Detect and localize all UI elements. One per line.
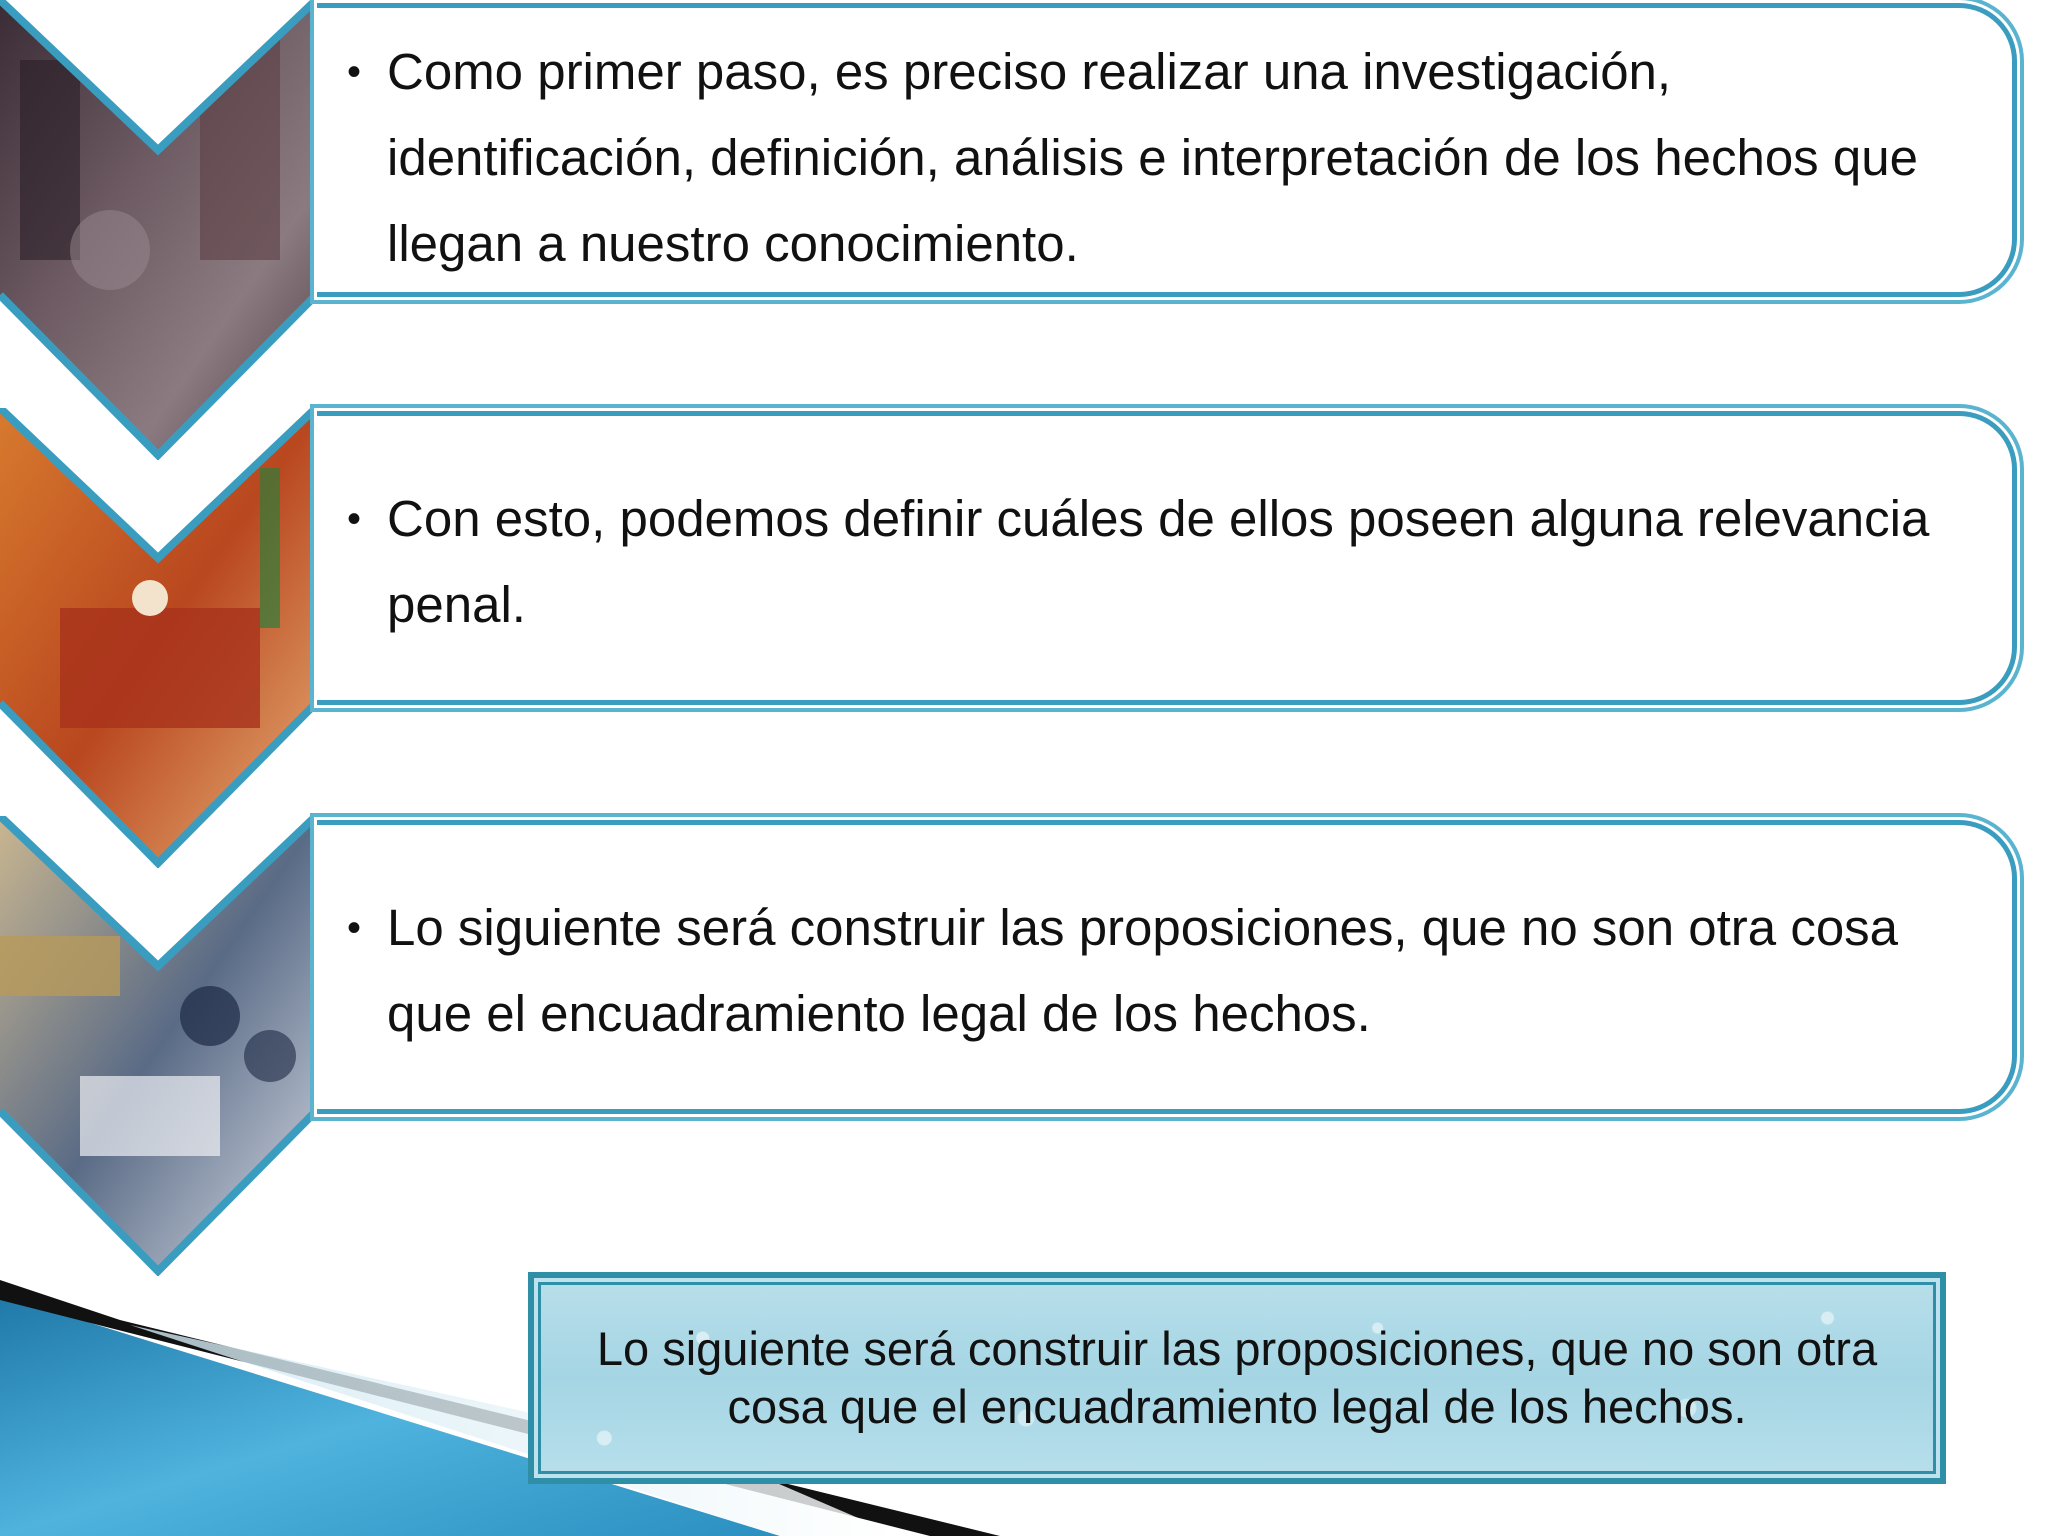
step-text-2: Con esto, podemos definir cuáles de ellos poseen alguna relevancia penal.: [387, 490, 1930, 633]
chevron-photo-3: [0, 816, 320, 1276]
bullet-icon: •: [347, 497, 362, 541]
chevron-photo-1: [0, 0, 320, 460]
step-text-1: Como primer paso, es preciso realizar una investigación, identificación, definición, análisis e interpretación de los hechos que llegan a nuestro conocimiento.: [387, 43, 1918, 272]
bullet-icon: •: [347, 906, 362, 950]
step-list-1: [317, 29, 2012, 287]
step-box-3: [317, 820, 2017, 1114]
step-text-3: Lo siguiente será construir las proposiciones, que no son otra cosa que el encuadramiento legal de los hechos.: [387, 899, 1899, 1042]
summary-note-text: Lo siguiente será construir las proposiciones, que no son otra cosa que el encuadramiento legal de los hechos.: [596, 1322, 1878, 1433]
step-item-2: [347, 476, 1942, 648]
bullet-icon: •: [347, 50, 362, 94]
step-box-1: [317, 3, 2017, 297]
step-item-1: [347, 29, 1942, 287]
summary-note: [528, 1272, 1946, 1484]
step-item-3: [347, 885, 1942, 1057]
step-list-3: [317, 885, 2012, 1057]
chevron-photo-2: [0, 408, 320, 868]
step-box-2: [317, 411, 2017, 705]
step-list-2: [317, 476, 2012, 648]
